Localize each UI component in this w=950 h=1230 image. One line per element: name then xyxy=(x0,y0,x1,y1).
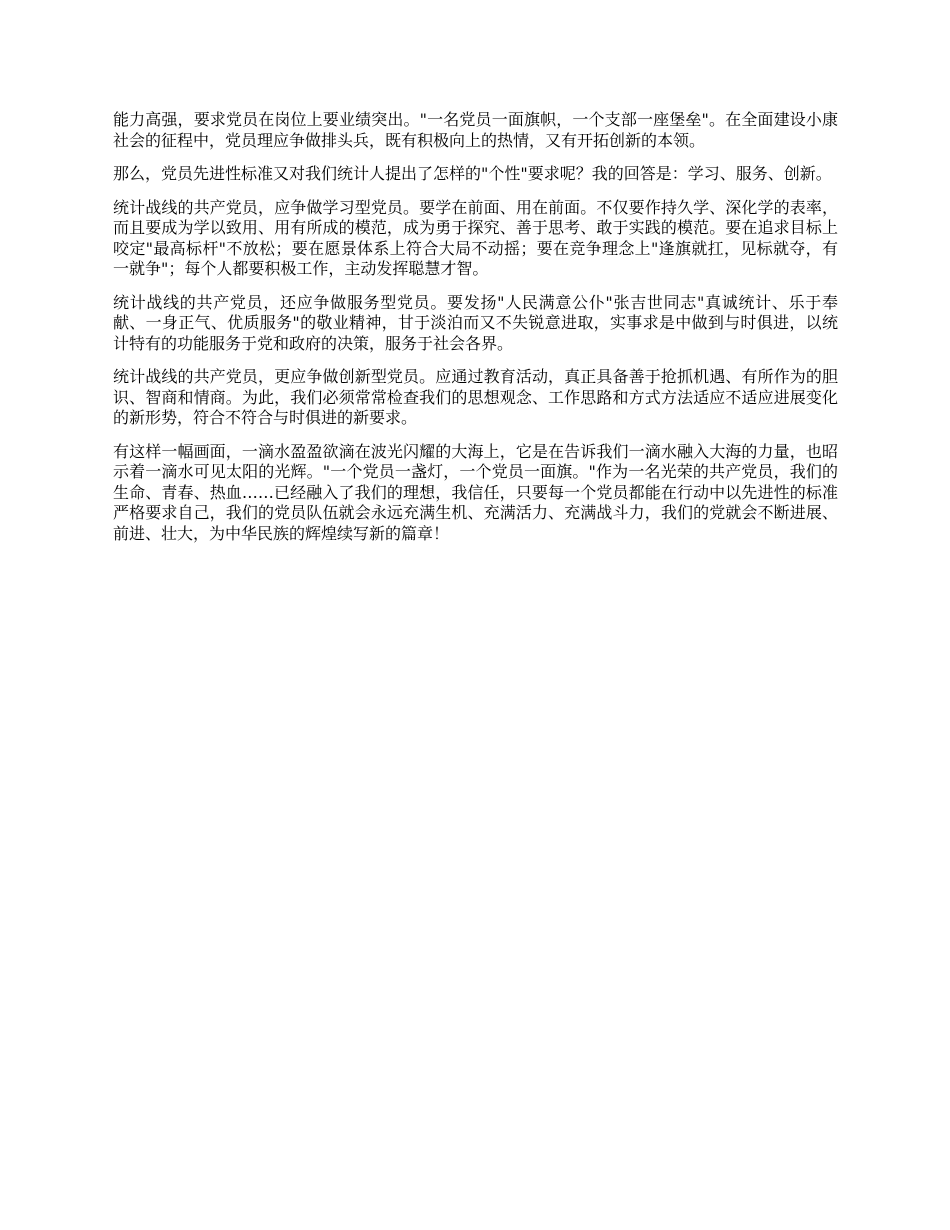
paragraph-6: 有这样一幅画面，一滴水盈盈欲滴在波光闪耀的大海上，它是在告诉我们一滴水融入大海的力量，也昭示着一滴水可见太阳的光辉。"一个党员一盏灯，一个党员一面旗。"作为一名光荣的共产党员，我们的生命、青春、热血……已经融入了我们的理想，我信任，只要每一个党员都能在行动中以先进性的标准严格要求自己，我们的党员队伍就会永远充满生机、充满活力、充满战斗力，我们的党就会不断进展、前进、壮大，为中华民族的辉煌续写新的篇章！ xyxy=(113,441,838,543)
paragraph-1: 能力高强，要求党员在岗位上要业绩突出。"一名党员一面旗帜，一个支部一座堡垒"。在全面建设小康社会的征程中，党员理应争做排头兵，既有积极向上的热情，又有开拓创新的本领。 xyxy=(113,110,838,150)
paragraph-2: 那么，党员先进性标准又对我们统计人提出了怎样的"个性"要求呢？我的回答是：学习、服务、创新。 xyxy=(113,164,832,183)
paragraph-5: 统计战线的共产党员，更应争做创新型党员。应通过教育活动，真正具备善于抢抓机遇、有所作为的胆识、智商和情商。为此，我们必须常常检查我们的思想观念、工作思路和方式方法适应不适应进展变化的新形势，符合不符合与时俱进的新要求。 xyxy=(113,367,838,427)
paragraph-3: 统计战线的共产党员，应争做学习型党员。要学在前面、用在前面。不仅要作持久学、深化学的表率，而且要成为学以致用、用有所成的模范，成为勇于探究、善于思考、敢于实践的模范。要在追求目标上咬定"最高标杆"不放松；要在愿景体系上符合大局不动摇；要在竞争理念上"逢旗就扛，见标就夺，有一就争"；每个人都要积极工作，主动发挥聪慧才智。 xyxy=(113,197,838,278)
paragraph-4: 统计战线的共产党员，还应争做服务型党员。要发扬"人民满意公仆"张吉世同志"真诚统计、乐于奉献、一身正气、优质服务"的敬业精神，甘于淡泊而又不失锐意进取，实事求是中做到与时俱进，以统计特有的功能服务于党和政府的决策，服务于社会各界。 xyxy=(113,292,838,353)
document-page xyxy=(113,110,838,557)
